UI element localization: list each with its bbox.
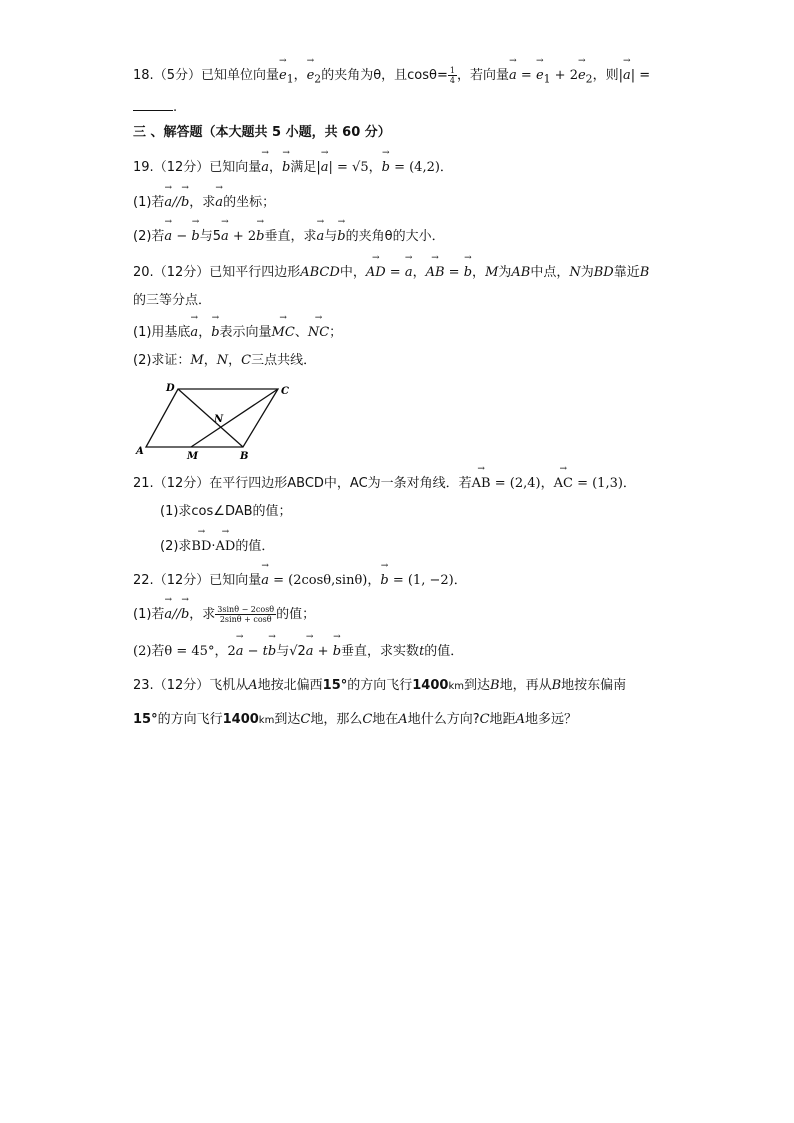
q19-number: 19. (133, 160, 154, 175)
q22-part2: (2)若θ = 45°，2→ a − t→ b与√2→ a + → b垂直，求实数t的值． (133, 643, 463, 661)
q22-number: 22. (133, 573, 154, 588)
label-n: N (214, 414, 224, 425)
q18-line1: 18.（5分）已知单位向量→ $e_1$，→ $e_2$的夹角为θ，且cosθ= $\frac{1}{4}$ ，若向量→ a = → $e_1 + 2\to e_2$，则|→ a| = (133, 66, 650, 89)
q20-number: 20. (133, 265, 154, 280)
segment-mc (191, 389, 278, 447)
label-d: D (166, 383, 175, 394)
label-a: A (136, 446, 144, 457)
parallelogram-figure (133, 380, 293, 462)
vector-e2: → e (307, 67, 315, 85)
q20-stem: 20.（12分）已知平行四边形ABCD中，→ AD = → a，→ AB = → b，M为AB中点，N为BD靠近B (133, 264, 649, 282)
q19-stem: 19.（12分）已知向量→ a，→ b满足|→ a| = √5，→ b = (4,2)． (133, 159, 453, 177)
q18-score: （5分） (153, 68, 201, 83)
fraction-one-quarter: $\frac{1}{4}$ (449, 66, 455, 85)
q22-stem: 22.（12分）已知向量→ a = (2cosθ,sinθ)，→ b = (1, −2)． (133, 572, 467, 590)
q21-number: 21. (133, 476, 154, 491)
parallelogram-abcd (146, 389, 278, 447)
q20-stem-line2: 的三等分点． (133, 293, 212, 308)
q23-number: 23. (133, 678, 154, 693)
answer-blank (133, 98, 173, 111)
label-m: M (187, 451, 199, 462)
q22-part1: (1)若→ a//→ b，求 $\frac{3\sin\theta - 2\cos\theta}{2\sin\theta + \cos\theta}$ 的值； (133, 605, 315, 624)
q20-part2: (2)求证：M，N，C三点共线． (133, 353, 317, 368)
q21-part2: (2)求→ BD·→ AD的值． (160, 538, 274, 556)
fraction-trig: $\frac{3\sin\theta - 2\cos\theta}{2\sin\theta + \cos\theta}$ (217, 605, 275, 624)
q23-stem: 23.（12分）飞机从A地按北偏西15°的方向飞行1400km到达B地，再从B地按东偏南 (133, 678, 627, 693)
q20-part1: (1)用基底→ a，→ b表示向量→ MC、→ NC； (133, 324, 342, 342)
label-b: B (240, 451, 249, 462)
vector-e1: → e (279, 67, 287, 85)
q19-part1: (1)若→ a//→ b，求→ a的坐标； (133, 194, 275, 212)
q23-stem-line2: 15°的方向飞行1400km到达C地，那么C地在A地什么方向?C地距A地多远？ (133, 712, 577, 727)
q18-number: 18. (133, 68, 154, 83)
q21-part1: (1)求cos∠DAB的值； (160, 504, 292, 519)
label-c: C (281, 386, 289, 397)
section-heading: 三 、解答题（本大题共 5 小题，共 60 分） (133, 125, 391, 140)
q18-line2: . (133, 98, 177, 117)
q19-part2: (2)若→ a − → b与5→ a + 2→ b垂直，求→ a与→ b的夹角θ的大小． (133, 228, 445, 246)
q21-stem: 21.（12分）在平行四边形ABCD中，AC为一条对角线．若→ AB = (2,4)，→ AC = (1,3)． (133, 475, 636, 493)
diagonal-db (178, 389, 243, 447)
